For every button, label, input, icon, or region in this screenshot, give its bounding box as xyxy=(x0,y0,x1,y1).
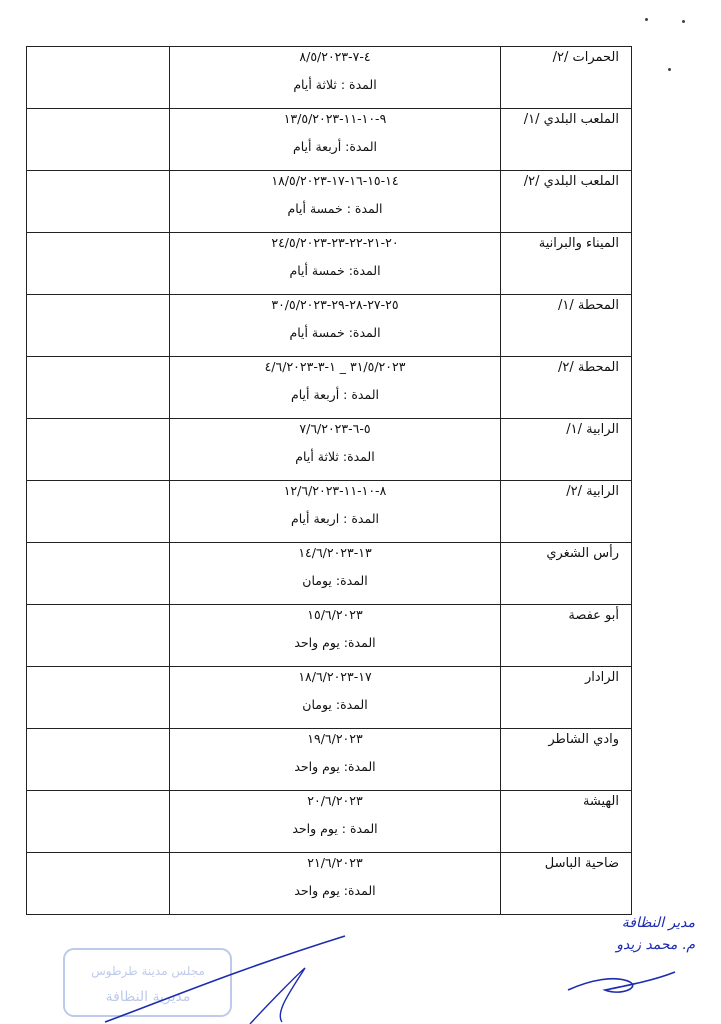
area-name: الملعب البلدي /٢/ xyxy=(523,174,619,189)
duration: المدة : ثلاثة أيام xyxy=(293,77,377,92)
table-row xyxy=(27,233,632,295)
date-range: ٢٥-٢٧-٢٨-٢٩-٣٠/٥/٢٠٢٣ xyxy=(271,297,399,312)
duration: المدة: ثلاثة أيام xyxy=(295,449,375,464)
table-row xyxy=(27,171,632,233)
table-row xyxy=(27,109,632,171)
area-name: المحطة /٢/ xyxy=(557,360,619,375)
notes-cell xyxy=(27,357,170,419)
duration: المدة : يوم واحد xyxy=(292,821,378,836)
duration: المدة: يوم واحد xyxy=(294,759,376,774)
area-name: الرابية /٢/ xyxy=(566,484,619,499)
duration: المدة: خمسة أيام xyxy=(289,325,381,340)
date-range: ١٣-١٤/٦/٢٠٢٣ xyxy=(298,545,372,560)
area-name: الهيشة xyxy=(582,794,619,809)
signature-name: م. محمد زيدو xyxy=(616,937,695,953)
notes-cell xyxy=(27,109,170,171)
date-range: ٢٠-٢١-٢٢-٢٣-٢٤/٥/٢٠٢٣ xyxy=(271,235,399,250)
date-range: ٣١/٥/٢٠٢٣ _ ١-٣-٤/٦/٢٠٢٣ xyxy=(264,359,406,374)
table-row xyxy=(27,419,632,481)
date-range: ١٧-١٨/٦/٢٠٢٣ xyxy=(298,669,372,684)
area-name: الميناء والبرانية xyxy=(538,236,619,251)
duration: المدة : أربعة أيام xyxy=(291,387,379,402)
area-name: الحمرات /٢/ xyxy=(552,50,619,65)
notes-cell xyxy=(27,605,170,667)
duration: المدة: يومان xyxy=(302,573,368,588)
notes-cell xyxy=(27,47,170,109)
date-range: ١٥/٦/٢٠٢٣ xyxy=(307,607,363,622)
table-row xyxy=(27,667,632,729)
signature-scribble xyxy=(560,960,680,1000)
table-row xyxy=(27,605,632,667)
notes-cell xyxy=(27,791,170,853)
area-name: الرابية /١/ xyxy=(566,422,619,437)
duration: المدة: خمسة أيام xyxy=(289,263,381,278)
area-name: وادي الشاطر xyxy=(548,732,619,747)
table-row xyxy=(27,295,632,357)
area-name: الرادار xyxy=(584,670,619,685)
date-range: ٥-٦-٧/٦/٢٠٢٣ xyxy=(299,421,371,436)
stamp-text-bottom: مديرية النظافة xyxy=(105,989,191,1005)
stamp-text-top: مجلس مدينة طرطوس xyxy=(91,964,205,978)
notes-cell xyxy=(27,295,170,357)
table-row xyxy=(27,729,632,791)
table-row xyxy=(27,791,632,853)
duration: المدة: يوم واحد xyxy=(294,635,376,650)
notes-cell xyxy=(27,171,170,233)
date-range: ٢١/٦/٢٠٢٣ xyxy=(307,855,363,870)
duration: المدة : خمسة أيام xyxy=(287,201,383,216)
duration: المدة: أربعة أيام xyxy=(293,139,377,154)
duration: المدة : اربعة أيام xyxy=(291,511,379,526)
notes-cell xyxy=(27,853,170,915)
signature-title: مدير النظافة xyxy=(621,915,695,931)
table-row xyxy=(27,481,632,543)
table-row xyxy=(27,853,632,915)
notes-cell xyxy=(27,543,170,605)
duration: المدة: يوم واحد xyxy=(294,883,376,898)
date-range: ٤-٧-٨/٥/٢٠٢٣ xyxy=(299,49,371,64)
date-range: ٢٠/٦/٢٠٢٣ xyxy=(307,793,363,808)
table-row xyxy=(27,543,632,605)
notes-cell xyxy=(27,233,170,295)
duration: المدة: يومان xyxy=(302,697,368,712)
area-name: الملعب البلدي /١/ xyxy=(523,112,619,127)
area-name: أبو عفصة xyxy=(568,608,619,623)
date-range: ٩-١٠-١١-١٣/٥/٢٠٢٣ xyxy=(283,111,387,126)
notes-cell xyxy=(27,419,170,481)
notes-cell xyxy=(27,481,170,543)
schedule-table xyxy=(26,46,632,915)
area-name: رأس الشغري xyxy=(546,546,619,561)
area-name: ضاحية الباسل xyxy=(544,856,619,871)
table-row xyxy=(27,47,632,109)
notes-cell xyxy=(27,729,170,791)
notes-cell xyxy=(27,667,170,729)
table-row xyxy=(27,357,632,419)
date-range: ١٩/٦/٢٠٢٣ xyxy=(307,731,363,746)
date-range: ١٤-١٥-١٦-١٧-١٨/٥/٢٠٢٣ xyxy=(271,173,399,188)
date-range: ٨-١٠-١١-١٢/٦/٢٠٢٣ xyxy=(283,483,387,498)
signature-stroke xyxy=(100,932,350,1024)
area-name: المحطة /١/ xyxy=(557,298,619,313)
